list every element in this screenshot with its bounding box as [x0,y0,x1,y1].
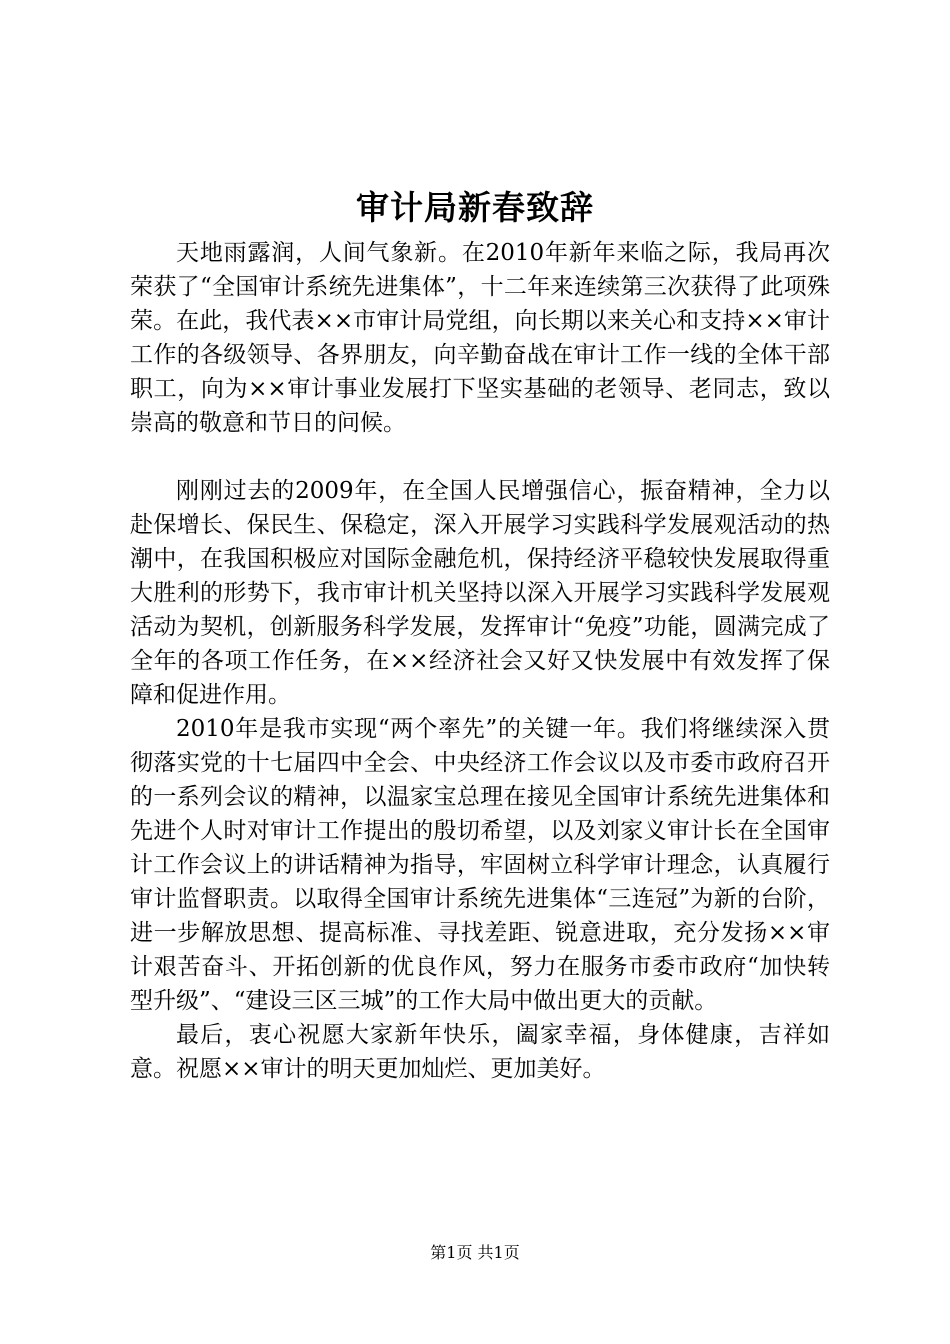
document-body [130,236,830,1086]
paragraph-review-2009: 刚刚过去的2009年，在全国人民增强信心，振奋精神，全力以赴保增长、保民生、保稳定，深入开展学习实践科学发展观活动的热潮中，在我国积极应对国际金融危机，保持经济平稳较快发展取得重大胜利的形势下，我市审计机关坚持以深入开展学习实践科学发展观活动为契机，创新服务科学发展，发挥审计“免疫”功能，圆满完成了全年的各项工作任务，在××经济社会又好又快发展中有效发挥了保障和促进作用。 [130,478,830,708]
paragraph-plan-2010: 2010年是我市实现“两个率先”的关键一年。我们将继续深入贯彻落实党的十七届四中全会、中央经济工作会议以及市委市政府召开的一系列会议的精神，以温家宝总理在接见全国审计系统先进集体和先进个人时对审计工作提出的殷切希望，以及刘家义审计长在全国审计工作会议上的讲话精神为指导，牢固树立科学审计理念，认真履行审计监督职责。以取得全国审计系统先进集体“三连冠”为新的台阶，进一步解放思想、提高标准、寻找差距、锐意进取，充分发扬××审计艰苦奋斗、开拓创新的优良作风，努力在服务市委市政府“加快转型升级”、“建设三区三城”的工作大局中做出更大的贡献。 [130,716,830,1014]
page-footer: 第1页 共1页 [430,1243,520,1262]
paragraph-closing: 最后，衷心祝愿大家新年快乐，阖家幸福，身体健康，吉祥如意。祝愿××审计的明天更加灿烂、更加美好。 [130,1022,830,1082]
paragraph-greeting: 天地雨露润，人间气象新。在2010年新年来临之际，我局再次荣获了“全国审计系统先进集体”，十二年来连续第三次获得了此项殊荣。在此，我代表××市审计局党组，向长期以来关心和支持××审计工作的各级领导、各界朋友，向辛勤奋战在审计工作一线的全体干部职工，向为××审计事业发展打下坚实基础的老领导、老同志，致以崇高的敬意和节日的问候。 [130,240,830,436]
document-title: 审计局新春致辞 [356,188,594,227]
